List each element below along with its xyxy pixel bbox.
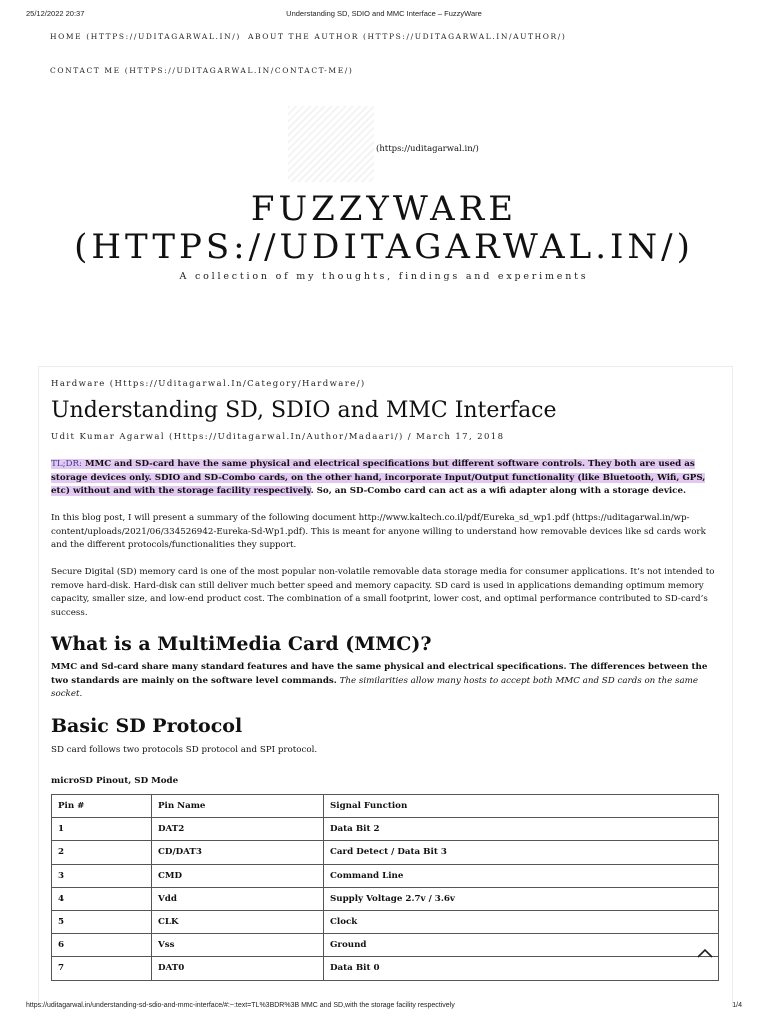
table-header-row [52,795,719,818]
table-cell: DAT0 [152,957,324,980]
nav-contact-link[interactable]: CONTACT ME (HTTPS://UDITAGARWAL.IN/CONTACT-ME/) [50,66,354,75]
table-cell: Clock [324,910,719,933]
table-cell: 4 [52,887,152,910]
table-cell: Vss [152,934,324,957]
table-caption: microSD Pinout, SD Mode [51,776,179,786]
table-row [52,910,719,933]
table-cell: 6 [52,934,152,957]
print-header [0,9,768,23]
table-cell: Data Bit 2 [324,818,719,841]
table-row [52,818,719,841]
site-title-line2: (HTTPS://UDITAGARWAL.IN/) [74,227,694,267]
print-footer-url: https://uditagarwal.in/understanding-sd-sdio-and-mmc-interface/#:~:text=TL%3BDR%3B MMC and SD,with the storage facility respectively [26,1002,455,1009]
table-cell: CD/DAT3 [152,841,324,864]
post-category-link[interactable]: Hardware (Https://Uditagarwal.In/Category/Hardware/) [51,379,366,389]
print-page-number: 1/4 [732,1002,742,1009]
table-cell: Supply Voltage 2.7v / 3.6v [324,887,719,910]
table-row [52,957,719,980]
print-footer [0,1002,768,1016]
table-header-cell: Signal Function [324,795,719,818]
tldr-highlight: MMC and SD-card have the same physical and electrical specifications but different software controls. They both are used as storage devices only. SDIO and SD-Combo cards, on the other hand, incorporate Input/Output functionality (like Bluetooth, Wifi, GPS, etc) without and with the storage facility respectively [51,459,706,496]
table-cell: 3 [52,864,152,887]
table-cell: 1 [52,818,152,841]
tldr-tag: TL;DR: [51,459,82,469]
mmc-paragraph [51,661,723,702]
tldr-paragraph [51,458,723,499]
table-cell: CMD [152,864,324,887]
table-cell: Ground [324,934,719,957]
table-row [52,934,719,957]
table-header-cell: Pin # [52,795,152,818]
pinout-table [51,794,719,981]
post-title: Understanding SD, SDIO and MMC Interface [51,398,557,423]
table-cell: Data Bit 0 [324,957,719,980]
logo-link-text[interactable]: (https://uditagarwal.in/) [376,144,479,154]
post-byline[interactable]: Udit Kumar Agarwal (Https://Uditagarwal.In/Author/Madaari/) / March 17, 2018 [51,432,505,442]
table-cell: 5 [52,910,152,933]
mmc-period: . [79,689,83,699]
table-header-cell: Pin Name [152,795,324,818]
intro-paragraph: In this blog post, I will present a summary of the following document http://www.kaltech.co.il/pdf/Eureka_sd_wp1.pdf (https://uditagarwal.in/wp-content/uploads/2021/06/334526942-Eureka-Sd-Wp1.pdf). This is meant for anyone willing to understand how removable devices like sd cards work and the different protocols/functionalities they support. [51,513,706,550]
nav-home-link[interactable]: HOME (HTTPS://UDITAGARWAL.IN/) [50,32,241,41]
print-datetime: 25/12/2022 20:37 [26,9,85,18]
site-title[interactable] [0,190,768,266]
heading-mmc: What is a MultiMedia Card (MMC)? [51,633,432,655]
table-cell: DAT2 [152,818,324,841]
scroll-to-top-button[interactable] [694,944,716,962]
table-cell: Command Line [324,864,719,887]
table-row [52,887,719,910]
site-tagline: A collection of my thoughts, findings and experiments [179,271,589,282]
nav-about-link[interactable]: ABOUT THE AUTHOR (HTTPS://UDITAGARWAL.IN/AUTHOR/) [248,32,567,41]
table-row [52,841,719,864]
table-cell: 2 [52,841,152,864]
chevron-up-icon [694,944,716,962]
sd-description-paragraph: Secure Digital (SD) memory card is one of the most popular non-volatile removable data storage media for consumer applications. It’s not intended to remove hard-disk. Hard-disk can still deliver much better speed and memory capacity. SD card is used in applications demanding optimum memory capacity, smaller size, and low-end product cost. The combination of a small footprint, lower cost, and optimal performance contributed to SD-card’s success. [51,567,715,618]
mmc-italic-text: The similarities allow many hosts to accept both MMC and SD cards on the same socket [51,675,699,699]
table-cell: Card Detect / Data Bit 3 [324,841,719,864]
table-cell: CLK [152,910,324,933]
tldr-rest: . So, an SD-Combo card can act as a wifi adapter along with a storage device. [310,486,687,496]
table-row [52,864,719,887]
site-logo-image[interactable] [288,106,374,182]
table-cell: 7 [52,957,152,980]
table-cell: Vdd [152,887,324,910]
mmc-bold-text: MMC and Sd-card share many standard features and have the same physical and electrical specifications. The differences between the two standards are mainly on the software level commands. [51,662,708,686]
site-title-line1: FUZZYWARE [250,189,518,229]
sd-protocol-paragraph: SD card follows two protocols SD protocol and SPI protocol. [51,745,318,755]
print-page-title: Understanding SD, SDIO and MMC Interface – FuzzyWare [286,9,482,18]
heading-basic-sd-protocol: Basic SD Protocol [51,715,243,737]
